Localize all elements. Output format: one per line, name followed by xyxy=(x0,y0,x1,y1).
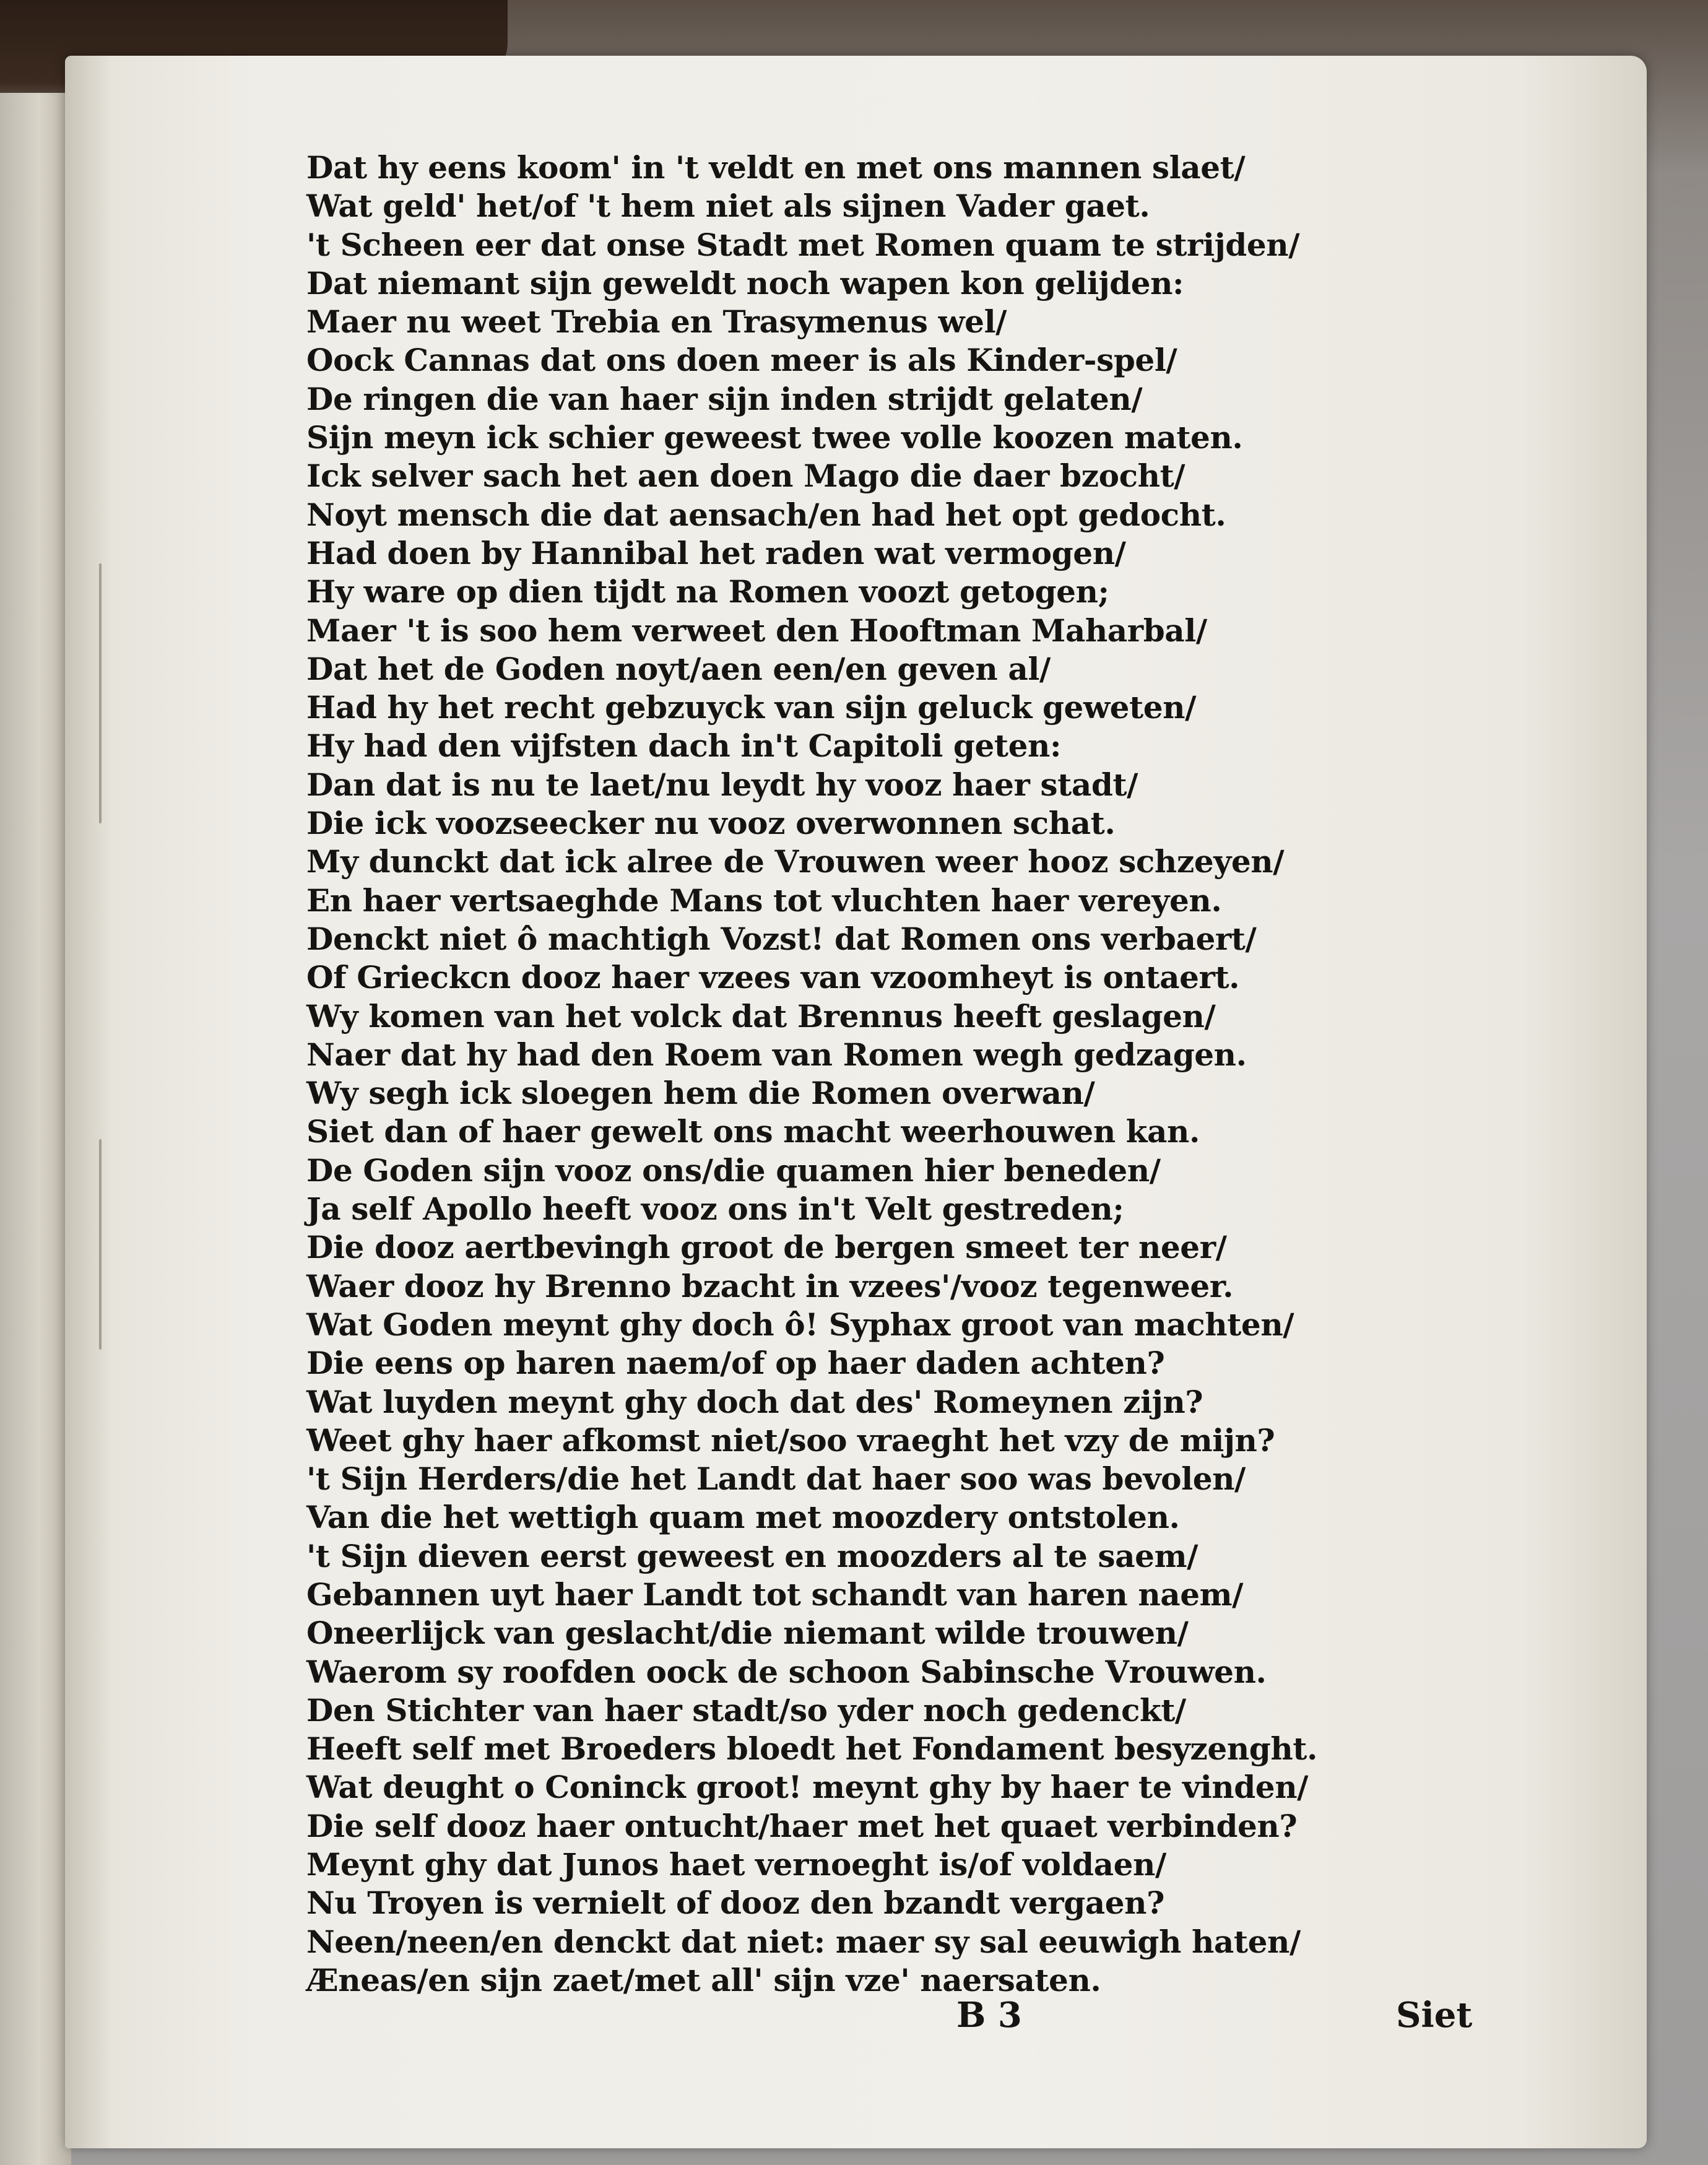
binding-thread xyxy=(99,1139,102,1350)
verse-line: Dat niemant sijn geweldt noch wapen kon gelijden: xyxy=(306,264,1184,302)
verse-line: Waerom sy roofden oock de schoon Sabinsche Vrouwen. xyxy=(306,1653,1267,1690)
verse-line: De Goden sijn vooz ons/die quamen hier beneden/ xyxy=(306,1152,1161,1189)
verse-line: Of Grieckcn dooz haer vzees van vzoomheyt is ontaert. xyxy=(306,959,1240,996)
catchword: Siet xyxy=(1396,1995,1473,2036)
verse-line: Heeft self met Broeders bloedt het Fondament besyzenght. xyxy=(306,1730,1317,1768)
verse-line: My dunckt dat ick alree de Vrouwen weer hooz schzeyen/ xyxy=(306,843,1285,880)
verse-text-block xyxy=(306,149,1483,2000)
verse-line: Noyt mensch die dat aensach/en had het opt gedocht. xyxy=(306,496,1226,533)
book-page xyxy=(65,56,1647,2148)
verse-line: Denckt niet ô machtigh Vozst! dat Romen ons verbaert/ xyxy=(306,920,1257,957)
verse-line: Ja self Apollo heeft vooz ons in't Velt gestreden; xyxy=(306,1191,1124,1228)
verse-line: Dat het de Goden noyt/aen een/en geven al/ xyxy=(306,650,1051,687)
verse-line: En haer vertsaeghde Mans tot vluchten haer vereyen. xyxy=(306,882,1222,919)
verse-line: Sijn meyn ick schier geweest twee volle koozen maten. xyxy=(306,419,1243,456)
verse-line: Naer dat hy had den Roem van Romen wegh gedzagen. xyxy=(306,1036,1247,1073)
verse-line: Hy ware op dien tijdt na Romen voozt getogen; xyxy=(306,573,1109,610)
left-page-edge xyxy=(0,93,71,2165)
verse-line: Die dooz aertbevingh groot de bergen smeet ter neer/ xyxy=(306,1229,1227,1266)
verse-line: Had hy het recht gebzuyck van sijn geluck geweten/ xyxy=(306,689,1196,726)
verse-line: De ringen die van haer sijn inden strijdt gelaten/ xyxy=(306,380,1143,417)
verse-line: Wat geld' het/of 't hem niet als sijnen Vader gaet. xyxy=(306,188,1150,225)
signature-mark: B 3 xyxy=(956,1995,1022,2036)
verse-line: Oneerlijck van geslacht/die niemant wilde trouwen/ xyxy=(306,1615,1189,1652)
verse-line: Hy had den vijfsten dach in't Capitoli geten: xyxy=(306,727,1062,765)
verse-line: Meynt ghy dat Junos haet vernoeght is/of voldaen/ xyxy=(306,1846,1166,1883)
verse-line: Had doen by Hannibal het raden wat vermogen/ xyxy=(306,534,1126,571)
verse-line: Dan dat is nu te laet/nu leydt hy vooz haer stadt/ xyxy=(306,766,1138,803)
verse-line: Maer nu weet Trebia en Trasymenus wel/ xyxy=(306,303,1007,341)
binding-thread xyxy=(99,563,102,823)
verse-line: Wy segh ick sloegen hem die Romen overwan/ xyxy=(306,1075,1095,1112)
verse-line: Neen/neen/en denckt dat niet: maer sy sal eeuwigh haten/ xyxy=(306,1923,1301,1960)
verse-line: 't Sijn Herders/die het Landt dat haer soo was bevolen/ xyxy=(306,1460,1246,1498)
verse-line: Oock Cannas dat ons doen meer is als Kinder-spel/ xyxy=(306,342,1177,379)
verse-line: Wat Goden meynt ghy doch ô! Syphax groot van machten/ xyxy=(306,1306,1294,1343)
verse-line: Die ick voozseecker nu vooz overwonnen schat. xyxy=(306,805,1116,842)
verse-line: Maer 't is soo hem verweet den Hooftman Maharbal/ xyxy=(306,612,1207,649)
verse-line: Van die het wettigh quam met moozdery ontstolen. xyxy=(306,1499,1180,1536)
verse-line: Weet ghy haer afkomst niet/soo vraeght het vzy de mijn? xyxy=(306,1421,1275,1459)
verse-line: Siet dan of haer gewelt ons macht weerhouwen kan. xyxy=(306,1113,1200,1150)
verse-line: 't Sijn dieven eerst geweest en moozders al te saem/ xyxy=(306,1537,1198,1574)
verse-line: Die self dooz haer ontucht/haer met het quaet verbinden? xyxy=(306,1807,1298,1844)
verse-line: Dat hy eens koom' in 't veldt en met ons mannen slaet/ xyxy=(306,149,1246,186)
verse-line: Waer dooz hy Brenno bzacht in vzees'/vooz tegenweer. xyxy=(306,1267,1234,1304)
verse-line: Den Stichter van haer stadt/so yder noch gedenckt/ xyxy=(306,1691,1186,1729)
verse-line: 't Scheen eer dat onse Stadt met Romen quam te strijden/ xyxy=(306,226,1300,263)
verse-line: Wy komen van het volck dat Brennus heeft geslagen/ xyxy=(306,997,1216,1035)
verse-line: Nu Troyen is vernielt of dooz den bzandt vergaen? xyxy=(306,1885,1165,1922)
verse-line: Æneas/en sijn zaet/met all' sijn vze' naersaten. xyxy=(306,1961,1101,1998)
verse-line: Wat deught o Coninck groot! meynt ghy by haer te vinden/ xyxy=(306,1769,1309,1806)
verse-line: Gebannen uyt haer Landt tot schandt van haren naem/ xyxy=(306,1576,1244,1613)
verse-line: Ick selver sach het aen doen Mago die daer bzocht/ xyxy=(306,458,1186,495)
verse-line: Die eens op haren naem/of op haer daden achten? xyxy=(306,1345,1165,1382)
verse-line: Wat luyden meynt ghy doch dat des' Romeynen zijn? xyxy=(306,1383,1203,1420)
